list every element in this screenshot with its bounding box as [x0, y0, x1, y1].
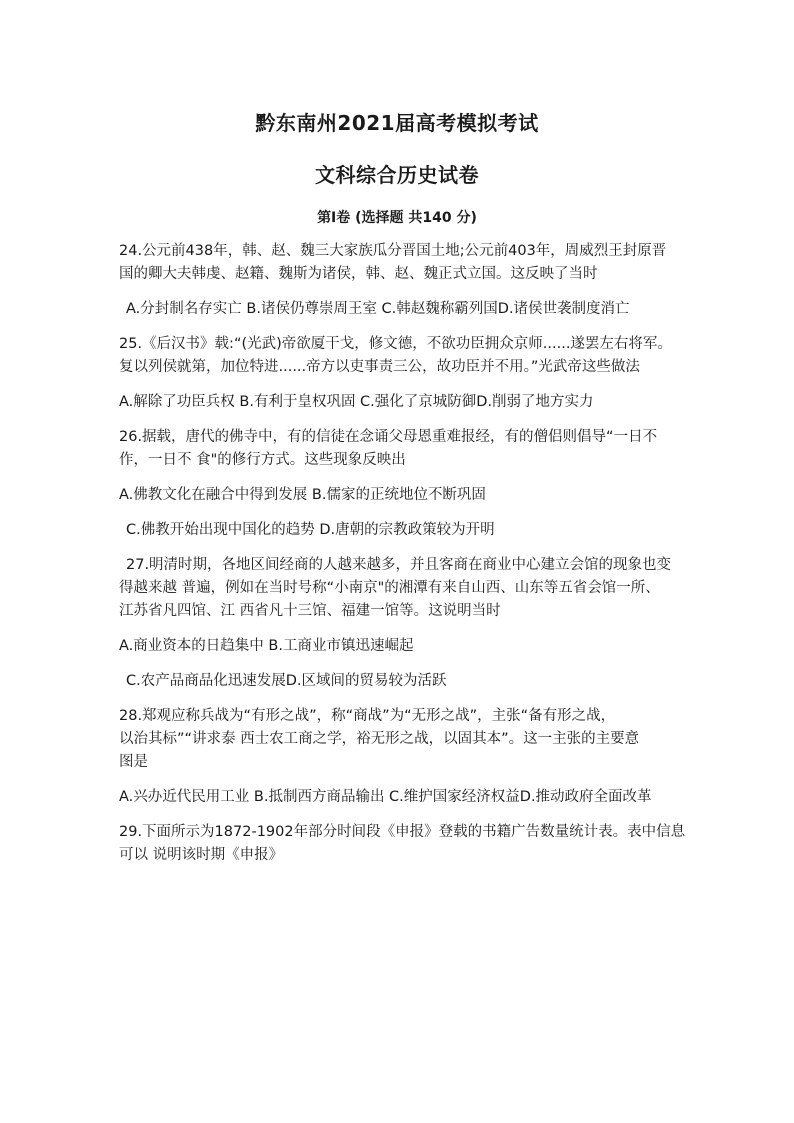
question-text-line: 可以 说明该时期《申报》 — [119, 847, 284, 863]
question-text-line: 江苏省凡四馆、江 西省凡十三馆、福建一馆等。这说明当时 — [119, 603, 501, 619]
question-26-options-ab: A.佛教文化在融合中得到发展 B.儒家的正统地位不断巩固 — [119, 487, 486, 503]
question-text-line: 以治其标”“讲求泰 西士农工商之学，裕无形之战，以固其本”。这一主张的主要意 — [119, 731, 640, 747]
question-text-line: 作，一日不 食"的修行方式。这些现象反映出 — [119, 452, 406, 468]
question-27-options-cd: C.农产品商品化迅速发展D.区域间的贸易较为活跃 — [126, 673, 447, 689]
question-27-options-ab: A.商业资本的日趋集中 B.工商业市镇迅速崛起 — [119, 638, 414, 654]
question-text-line: 得越来越 普遍，例如在当时号称“小南京"的湘潭有来自山西、山东等五省会馆一所、 — [119, 580, 660, 596]
question-27 — [119, 554, 679, 577]
question-list — [119, 240, 686, 879]
question-text-line: 24.公元前438年，韩、赵、魏三大家族瓜分晋国土地;公元前403年，周威烈王封原晋 — [119, 243, 667, 259]
question-25-options: A.解除了功臣兵权 B.有利于皇权巩固 C.强化了京城防御D.削弱了地方实力 — [119, 394, 594, 410]
question-27-cont — [119, 577, 679, 623]
question-29 — [119, 821, 686, 867]
section-heading: 第Ⅰ卷 (选择题 共140 分) — [317, 210, 477, 226]
question-24-options: A.分封制名存实亡 B.诸侯仍尊崇周王室 C.韩赵魏称霸列国D.诸侯世袭制度消亡 — [126, 301, 630, 317]
question-26 — [119, 426, 679, 472]
question-24 — [119, 240, 679, 286]
question-28-options: A.兴办近代民用工业 B.抵制西方商品输出 C.维护国家经济权益D.推动政府全面改革 — [119, 789, 652, 805]
question-text-line: 图是 — [119, 754, 148, 770]
question-text-line: 复以列侯就第，加位特进......帝方以吏事责三公，故功臣并不用。”光武帝这些做法 — [119, 359, 640, 375]
question-text-line: 26.据载，唐代的佛寺中，有的信徒在念诵父母恩重难报经，有的僧侣则倡导“一日不 — [119, 429, 658, 445]
exam-subject-title: 文科综合历史试卷 — [315, 163, 479, 187]
exam-title: 黔东南州2021届高考模拟考试 — [255, 111, 539, 135]
question-text-line: 29.下面所示为1872-1902年部分时间段《申报》登载的书籍广告数量统计表。表中信息 — [119, 824, 686, 840]
question-text-line: 25.《后汉书》载:“(光武)帝欲厦干戈，修文德，不欲功臣拥众京师......遂罢左右将军。 — [119, 336, 672, 352]
question-text-line: 国的卿大夫韩虔、赵籍、魏斯为诸侯，韩、赵、魏正式立国。这反映了当时 — [119, 266, 598, 282]
question-28 — [119, 705, 679, 774]
question-text-line: 28.郑观应称兵战为“有形之战”，称“商战”为“无形之战”，主张“备有形之战， — [119, 708, 616, 724]
question-25 — [119, 333, 679, 379]
question-text-line: 27.明清时期，各地区间经商的人越来越多，并且客商在商业中心建立会馆的现象也变 — [126, 557, 672, 573]
question-26-options-cd: C.佛教开始出现中国化的趋势 D.唐朝的宗教政策较为开明 — [126, 522, 495, 538]
